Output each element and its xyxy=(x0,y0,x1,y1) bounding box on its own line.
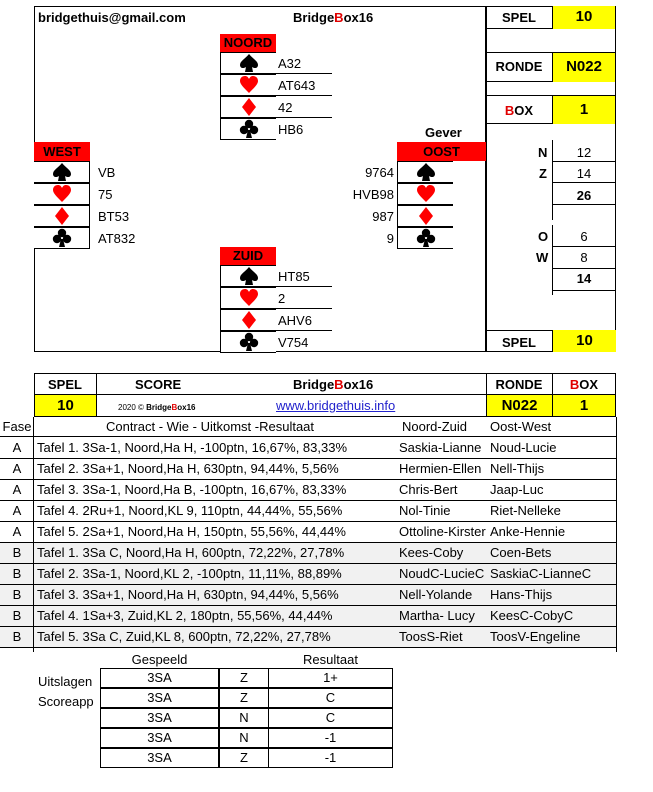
ow-cell: SaskiaC-LianneC xyxy=(490,566,592,581)
col-fase: Fase xyxy=(2,419,32,434)
points-o-label: O xyxy=(538,229,549,244)
heart-icon xyxy=(34,183,90,205)
summary-who-cell: Z xyxy=(219,688,269,708)
spel-label-bottom: SPEL xyxy=(502,335,536,350)
brand-b: B xyxy=(334,10,344,25)
box-value: 1 xyxy=(552,96,616,124)
zuid-spades: HT85 xyxy=(278,269,310,284)
summary-contract-cell: 3SA xyxy=(100,748,219,768)
box-label xyxy=(486,103,552,118)
score-ronde-value: N022 xyxy=(487,395,552,416)
oost-label: OOST xyxy=(397,142,486,161)
fase-cell: B xyxy=(12,587,22,602)
summary-contract-cell: 3SA xyxy=(100,728,219,748)
summary-result-cell: C xyxy=(268,688,393,708)
scoreapp-label: Scoreapp xyxy=(38,694,94,709)
summary-contract-cell: 3SA xyxy=(100,668,219,688)
score-box-rest: OX xyxy=(579,377,599,392)
fase-cell: B xyxy=(12,566,22,581)
copyright-brand-prefix: Bridge xyxy=(146,403,172,412)
gever-label: Gever xyxy=(425,125,462,140)
nz-cell: Kees-Coby xyxy=(399,545,464,560)
nz-cell: Nol-Tinie xyxy=(399,503,451,518)
website-link[interactable]: www.bridgethuis.info xyxy=(276,398,396,413)
summary-result-cell: C xyxy=(268,708,393,728)
contract-cell: Tafel 4. 1Sa+3, Zuid,KL 2, 180ptn, 55,56%, 44,44% xyxy=(37,608,333,623)
copyright-prefix: 2020 © xyxy=(118,403,147,412)
nz-cell: Ottoline-Kirster xyxy=(399,524,486,539)
oost-spades: 9764 xyxy=(365,165,394,180)
col-ow: Oost-West xyxy=(490,419,552,434)
points-o-value: 6 xyxy=(580,229,588,244)
table-row xyxy=(0,627,617,648)
score-box-value: 1 xyxy=(553,395,615,416)
summary-result-cell: -1 xyxy=(268,728,393,748)
points-z-label: Z xyxy=(539,166,547,181)
ow-cell: Riet-Nelleke xyxy=(490,503,561,518)
fase-cell: B xyxy=(12,608,22,623)
fase-cell: A xyxy=(12,461,22,476)
summary-table xyxy=(0,648,653,778)
uitslagen-label: Uitslagen xyxy=(38,674,93,689)
results-header-row xyxy=(0,417,617,437)
contract-cell: Tafel 1. 3Sa-1, Noord,Ha H, -100ptn, 16,67%, 83,33% xyxy=(37,440,348,455)
ronde-value: N022 xyxy=(552,53,616,82)
contract-cell: Tafel 2. 3Sa+1, Noord,Ha H, 630ptn, 94,44%, 5,56% xyxy=(37,461,339,476)
ow-cell: Coen-Bets xyxy=(490,545,552,560)
brand-suffix: ox16 xyxy=(343,10,374,25)
points-z-value: 14 xyxy=(576,166,592,181)
table-row xyxy=(0,480,617,501)
heart-icon xyxy=(397,183,453,205)
ow-cell: KeesC-CobyC xyxy=(490,608,574,623)
score-box-b: B xyxy=(569,377,580,392)
west-hearts: 75 xyxy=(98,187,113,202)
points-w-label: W xyxy=(536,250,549,265)
ow-cell: Noud-Lucie xyxy=(490,440,557,455)
table-row xyxy=(0,543,617,564)
summary-contract-cell: 3SA xyxy=(100,708,219,728)
nz-cell: NoudC-LucieC xyxy=(399,566,485,581)
summary-who-cell: Z xyxy=(219,668,269,688)
spel-label: SPEL xyxy=(502,10,536,25)
noord-label: NOORD xyxy=(220,34,276,52)
nz-cell: ToosS-Riet xyxy=(399,629,463,644)
fase-cell: A xyxy=(12,524,22,539)
zuid-hearts: 2 xyxy=(278,291,286,306)
table-row xyxy=(0,585,617,606)
diamond-icon xyxy=(220,96,276,118)
score-spel-value: 10 xyxy=(35,395,96,416)
table-row xyxy=(0,438,617,459)
copyright-brand-b: B xyxy=(171,403,178,412)
points-ow-total: 14 xyxy=(576,271,592,286)
score-box-label xyxy=(552,377,616,392)
spel-value: 10 xyxy=(552,6,616,29)
ow-cell: Anke-Hennie xyxy=(490,524,566,539)
brand-title xyxy=(293,10,373,25)
diamond-icon xyxy=(34,205,90,227)
club-icon xyxy=(220,331,276,353)
oost-diamonds: 987 xyxy=(372,209,394,224)
points-n-label: N xyxy=(538,145,548,160)
contract-cell: Tafel 3. 3Sa-1, Noord,Ha B, -100ptn, 16,67%, 83,33% xyxy=(37,482,347,497)
col-contract: Contract - Wie - Uitkomst -Resultaat xyxy=(105,419,315,434)
west-spades: VB xyxy=(98,165,116,180)
diamond-icon xyxy=(397,205,453,227)
zuid-diamonds: AHV6 xyxy=(278,313,312,328)
summary-who-cell: N xyxy=(219,728,269,748)
noord-spades: A32 xyxy=(278,56,302,71)
zuid-clubs: V754 xyxy=(278,335,309,350)
west-clubs: AT832 xyxy=(98,231,136,246)
club-icon xyxy=(220,118,276,140)
summary-result-cell: 1+ xyxy=(268,668,393,688)
summary-contract-cell: 3SA xyxy=(100,688,219,708)
spel-value-bottom: 10 xyxy=(552,330,616,352)
summary-who-cell: Z xyxy=(219,748,269,768)
west-diamonds: BT53 xyxy=(98,209,130,224)
box-label-b: B xyxy=(504,103,515,118)
brand-prefix: Bridge xyxy=(293,10,335,25)
summary-result-cell: -1 xyxy=(268,748,393,768)
score-spel-label: SPEL xyxy=(48,377,82,392)
fase-cell: A xyxy=(12,503,22,518)
ow-cell: ToosV-Engeline xyxy=(490,629,581,644)
club-icon xyxy=(397,227,453,249)
spade-icon xyxy=(34,161,90,183)
score-brand-prefix: Bridge xyxy=(293,377,335,392)
table-row xyxy=(0,501,617,522)
nz-cell: Hermien-Ellen xyxy=(399,461,482,476)
diamond-icon xyxy=(220,309,276,331)
nz-cell: Martha- Lucy xyxy=(399,608,475,623)
score-brand-b: B xyxy=(334,377,344,392)
fase-cell: B xyxy=(12,629,22,644)
col-nz: Noord-Zuid xyxy=(402,419,468,434)
points-nz-total: 26 xyxy=(576,188,592,203)
contract-cell: Tafel 5. 2Sa+1, Noord,Ha H, 150ptn, 55,56%, 44,44% xyxy=(37,524,346,539)
results-table xyxy=(0,417,617,652)
box-label-rest: OX xyxy=(514,103,534,118)
email-text: bridgethuis@gmail.com xyxy=(38,10,186,25)
fase-cell: A xyxy=(12,440,22,455)
noord-clubs: HB6 xyxy=(278,122,304,137)
oost-clubs: 9 xyxy=(386,231,394,246)
nz-cell: Chris-Bert xyxy=(399,482,458,497)
resultaat-label: Resultaat xyxy=(303,652,358,667)
noord-diamonds: 42 xyxy=(278,100,293,115)
score-label: SCORE xyxy=(135,377,182,392)
table-row xyxy=(0,459,617,480)
noord-hearts: AT643 xyxy=(278,78,316,93)
spade-icon xyxy=(220,265,276,287)
contract-cell: Tafel 1. 3Sa C, Noord,Ha H, 600ptn, 72,22%, 27,78% xyxy=(37,545,345,560)
zuid-label: ZUID xyxy=(220,247,276,265)
nz-cell: Saskia-Lianne xyxy=(399,440,482,455)
fase-cell: B xyxy=(12,545,22,560)
spade-icon xyxy=(397,161,453,183)
oost-hearts: HVB98 xyxy=(352,187,394,202)
table-row xyxy=(0,522,617,543)
ronde-label: RONDE xyxy=(495,59,543,74)
ow-cell: Hans-Thijs xyxy=(490,587,553,602)
table-row xyxy=(0,564,617,585)
copyright-brand-suffix: ox16 xyxy=(177,403,196,412)
score-brand xyxy=(293,377,373,392)
west-label: WEST xyxy=(34,142,90,161)
contract-cell: Tafel 5. 3Sa C, Zuid,KL 8, 600ptn, 72,22%, 27,78% xyxy=(37,629,331,644)
contract-cell: Tafel 2. 3Sa-1, Noord,KL 2, -100ptn, 11,11%, 88,89% xyxy=(37,566,342,581)
points-n-value: 12 xyxy=(576,145,592,160)
copyright xyxy=(118,403,196,412)
contract-cell: Tafel 4. 2Ru+1, Noord,KL 9, 110ptn, 44,44%, 55,56% xyxy=(37,503,343,518)
gespeeld-label: Gespeeld xyxy=(131,652,188,667)
summary-who-cell: N xyxy=(219,708,269,728)
heart-icon xyxy=(220,287,276,309)
score-ronde-label: RONDE xyxy=(495,377,543,392)
contract-cell: Tafel 3. 3Sa+1, Noord,Ha H, 630ptn, 94,44%, 5,56% xyxy=(37,587,339,602)
table-row xyxy=(0,606,617,627)
spade-icon xyxy=(220,52,276,74)
ow-cell: Jaap-Luc xyxy=(490,482,544,497)
nz-cell: Nell-Yolande xyxy=(399,587,473,602)
ow-cell: Nell-Thijs xyxy=(490,461,545,476)
club-icon xyxy=(34,227,90,249)
score-brand-suffix: ox16 xyxy=(343,377,374,392)
heart-icon xyxy=(220,74,276,96)
fase-cell: A xyxy=(12,482,22,497)
points-w-value: 8 xyxy=(580,250,588,265)
